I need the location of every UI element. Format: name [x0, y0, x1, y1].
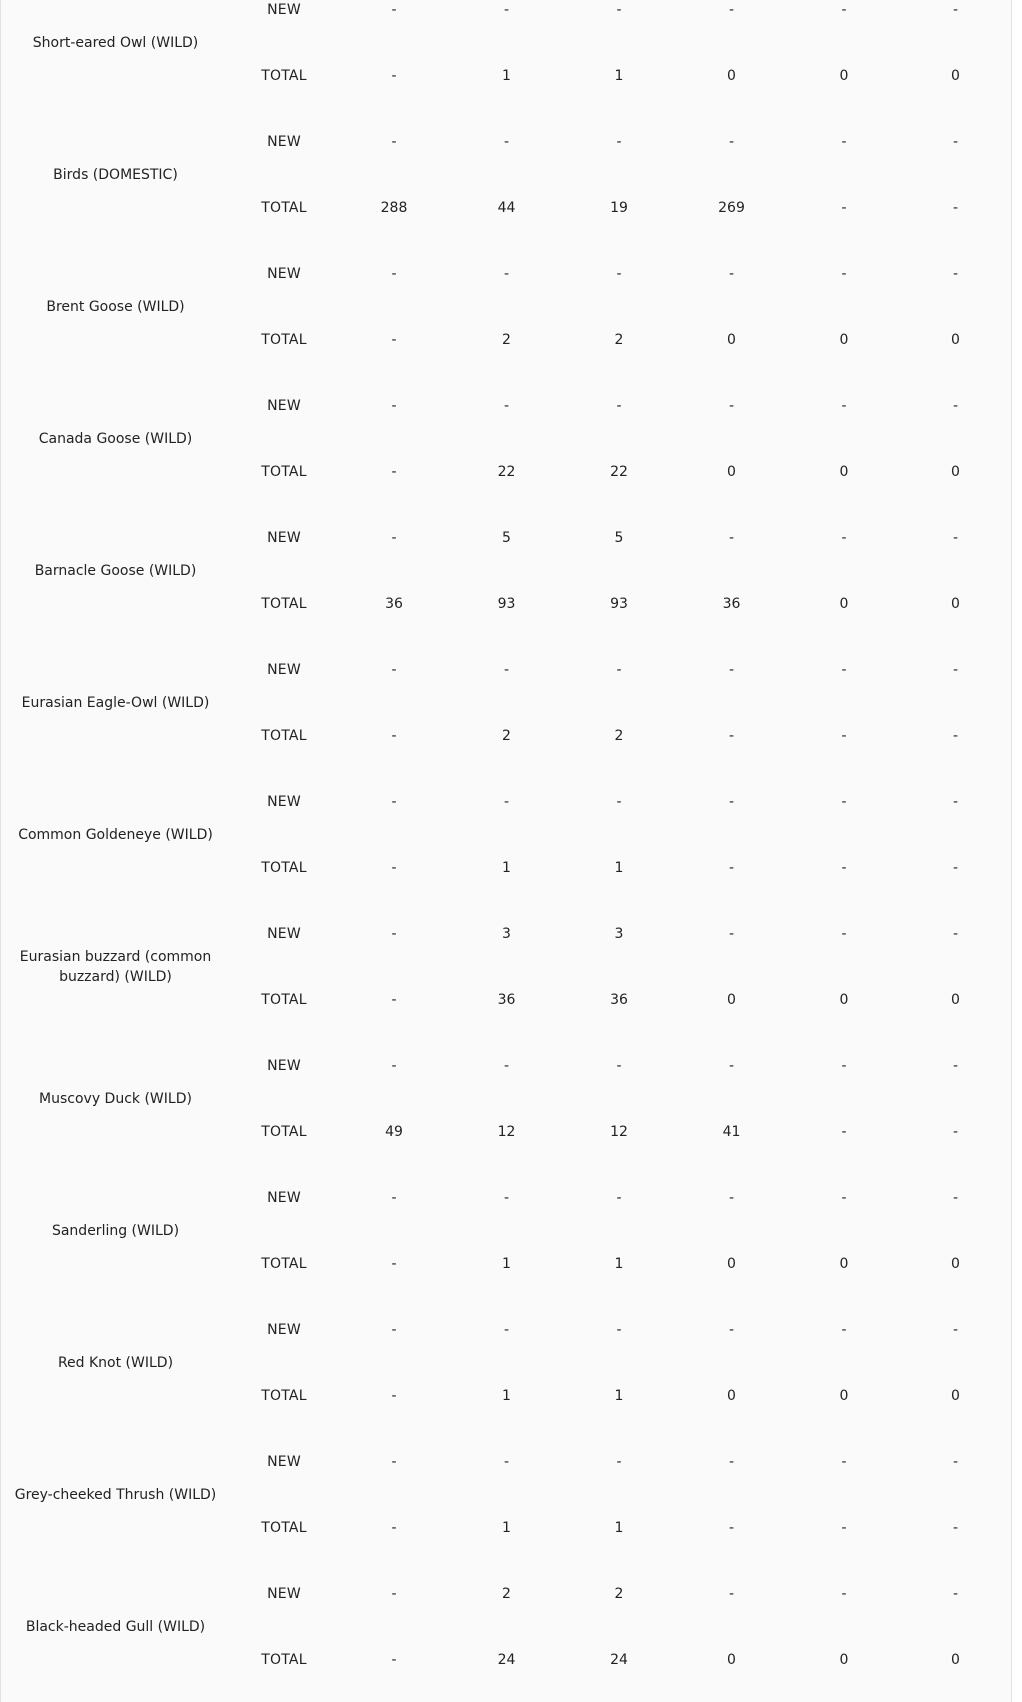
table-row-new — [1, 1165, 1011, 1231]
value-cell: 0 — [951, 1256, 960, 1272]
value-cell: - — [728, 1190, 735, 1206]
value-cell: 1 — [502, 1520, 511, 1536]
value-cell: - — [391, 134, 397, 150]
value-cell: - — [728, 1454, 735, 1470]
value-cell: - — [391, 1388, 397, 1404]
value-cell: - — [391, 464, 397, 480]
species-name: Black-headed Gull (WILD) — [25, 1619, 206, 1635]
row-label-total: TOTAL — [261, 728, 307, 744]
value-cell: - — [391, 794, 397, 810]
row-label-total: TOTAL — [261, 860, 307, 876]
value-cell: - — [391, 266, 397, 282]
value-cell: - — [391, 68, 397, 84]
value-cell: - — [841, 662, 847, 678]
value-cell: - — [616, 794, 622, 810]
value-cell: 2 — [614, 1586, 624, 1602]
value-cell: 0 — [951, 992, 960, 1008]
value-cell: - — [841, 1454, 847, 1470]
value-cell: 0 — [839, 68, 849, 84]
species-name: Eurasian buzzard (common buzzard) (WILD) — [19, 949, 212, 985]
value-cell: 1 — [502, 1388, 511, 1404]
table-row-new — [1, 901, 1011, 967]
value-cell: - — [391, 1256, 397, 1272]
value-cell: 12 — [610, 1124, 628, 1140]
value-cell: - — [728, 1586, 735, 1602]
value-cell: - — [841, 794, 847, 810]
value-cell: - — [952, 662, 959, 678]
row-label-total: TOTAL — [261, 1652, 307, 1668]
value-cell: 0 — [951, 332, 960, 348]
row-label-total: TOTAL — [261, 332, 307, 348]
value-cell: - — [841, 1058, 847, 1074]
value-cell: 0 — [727, 1388, 736, 1404]
value-cell: - — [952, 860, 959, 876]
value-cell: - — [391, 530, 397, 546]
value-cell: - — [503, 1190, 510, 1206]
value-cell: - — [503, 266, 510, 282]
value-cell: - — [841, 398, 847, 414]
value-cell: 2 — [502, 332, 511, 348]
value-cell: 0 — [727, 1652, 736, 1668]
value-cell: - — [952, 1322, 959, 1338]
value-cell: - — [728, 266, 735, 282]
value-cell: 1 — [614, 1388, 624, 1404]
value-cell: 36 — [385, 596, 403, 612]
value-cell: - — [391, 662, 397, 678]
value-cell: 36 — [722, 596, 741, 612]
table-body — [1, 0, 1011, 1693]
value-cell: - — [728, 2, 735, 18]
value-cell: - — [952, 794, 959, 810]
species-name: Muscovy Duck (WILD) — [39, 1091, 192, 1107]
species-name: Short-eared Owl (WILD) — [32, 35, 199, 51]
table-row-new — [1, 0, 1011, 43]
value-cell: 0 — [727, 68, 736, 84]
value-cell: - — [841, 1520, 847, 1536]
value-cell: 1 — [614, 68, 624, 84]
value-cell: 0 — [727, 992, 736, 1008]
value-cell: 41 — [722, 1124, 741, 1140]
value-cell: 0 — [951, 596, 960, 612]
row-label-total: TOTAL — [261, 1388, 307, 1404]
value-cell: 93 — [497, 596, 516, 612]
value-cell: - — [616, 266, 622, 282]
row-label-new: NEW — [267, 926, 301, 942]
value-cell: 1 — [614, 1520, 624, 1536]
value-cell: - — [952, 926, 959, 942]
value-cell: - — [391, 1652, 397, 1668]
value-cell: - — [841, 134, 847, 150]
value-cell: - — [391, 728, 397, 744]
value-cell: - — [952, 200, 959, 216]
value-cell: - — [503, 134, 510, 150]
value-cell: 49 — [385, 1124, 403, 1140]
table-row-new — [1, 241, 1011, 307]
value-cell: 36 — [497, 992, 516, 1008]
value-cell: - — [616, 1322, 622, 1338]
value-cell: - — [391, 1454, 397, 1470]
value-cell: 5 — [502, 530, 511, 546]
value-cell: - — [728, 926, 735, 942]
value-cell: 0 — [839, 1388, 849, 1404]
table-row-new — [1, 1033, 1011, 1099]
value-cell: - — [728, 1058, 735, 1074]
row-label-total: TOTAL — [261, 200, 307, 216]
value-cell: - — [503, 1454, 510, 1470]
species-name-cell — [1, 1561, 230, 1693]
value-cell: - — [616, 662, 622, 678]
species-name-cell — [1, 769, 230, 901]
value-cell: - — [952, 1058, 959, 1074]
row-label-new: NEW — [267, 1190, 301, 1206]
species-outbreak-table — [1, 0, 1011, 1693]
value-cell: - — [616, 398, 622, 414]
value-cell: - — [952, 2, 959, 18]
value-cell: - — [841, 530, 847, 546]
row-label-new: NEW — [267, 530, 301, 546]
value-cell: 3 — [614, 926, 624, 942]
value-cell: 0 — [839, 992, 849, 1008]
value-cell: - — [503, 398, 510, 414]
value-cell: - — [616, 134, 622, 150]
value-cell: - — [503, 2, 510, 18]
value-cell: - — [952, 1190, 959, 1206]
value-cell: 1 — [614, 860, 624, 876]
value-cell: - — [728, 860, 735, 876]
row-label-new: NEW — [267, 398, 301, 414]
value-cell: 0 — [727, 1256, 736, 1272]
value-cell: 0 — [951, 1652, 960, 1668]
species-name: Grey-cheeked Thrush (WILD) — [14, 1487, 217, 1503]
value-cell: 0 — [839, 464, 849, 480]
value-cell: - — [391, 1322, 397, 1338]
row-label-new: NEW — [267, 1322, 301, 1338]
table-row-new — [1, 109, 1011, 175]
value-cell: - — [841, 200, 847, 216]
value-cell: - — [503, 1058, 510, 1074]
row-label-new: NEW — [267, 1454, 301, 1470]
value-cell: 19 — [610, 200, 628, 216]
row-label-new: NEW — [267, 1586, 301, 1602]
value-cell: - — [952, 1454, 959, 1470]
value-cell: - — [391, 2, 397, 18]
species-name-cell — [1, 241, 230, 373]
value-cell: - — [841, 266, 847, 282]
value-cell: 1 — [502, 68, 511, 84]
species-name: Brent Goose (WILD) — [46, 299, 185, 315]
value-cell: - — [728, 794, 735, 810]
value-cell: 269 — [718, 200, 745, 216]
value-cell: - — [391, 1520, 397, 1536]
value-cell: - — [952, 266, 959, 282]
row-label-total: TOTAL — [261, 992, 307, 1008]
species-name: Common Goldeneye (WILD) — [18, 827, 213, 843]
value-cell: - — [841, 1190, 847, 1206]
table-row-new — [1, 769, 1011, 835]
species-name: Barnacle Goose (WILD) — [34, 563, 197, 579]
value-cell: - — [952, 1586, 959, 1602]
table-row-new — [1, 505, 1011, 571]
value-cell: 2 — [502, 1586, 511, 1602]
value-cell: - — [841, 728, 847, 744]
value-cell: - — [391, 332, 397, 348]
table-row-new — [1, 1429, 1011, 1495]
value-cell: 36 — [610, 992, 628, 1008]
species-name-cell — [1, 109, 230, 241]
value-cell: 44 — [497, 200, 516, 216]
species-name-cell — [1, 1165, 230, 1297]
value-cell: - — [616, 1454, 622, 1470]
value-cell: 0 — [727, 332, 736, 348]
table-row-new — [1, 637, 1011, 703]
species-name-cell — [1, 1297, 230, 1429]
value-cell: 0 — [951, 464, 960, 480]
value-cell: 2 — [502, 728, 511, 744]
value-cell: - — [841, 1322, 847, 1338]
value-cell: - — [841, 1124, 847, 1140]
species-name-cell — [1, 505, 230, 637]
value-cell: 1 — [502, 1256, 511, 1272]
species-name: Sanderling (WILD) — [51, 1223, 180, 1239]
value-cell: - — [952, 530, 959, 546]
value-cell: - — [952, 398, 959, 414]
species-name-cell — [1, 1033, 230, 1165]
table-row-new — [1, 1561, 1011, 1627]
value-cell: 5 — [614, 530, 624, 546]
value-cell: - — [841, 2, 847, 18]
value-cell: - — [728, 1322, 735, 1338]
row-label-total: TOTAL — [261, 464, 307, 480]
row-label-new: NEW — [267, 134, 301, 150]
value-cell: 24 — [497, 1652, 516, 1668]
value-cell: - — [503, 1322, 510, 1338]
value-cell: 1 — [502, 860, 511, 876]
value-cell: 0 — [951, 68, 960, 84]
value-cell: - — [616, 2, 622, 18]
value-cell: - — [841, 1586, 847, 1602]
value-cell: - — [728, 530, 735, 546]
species-name-cell — [1, 1429, 230, 1561]
value-cell: 0 — [727, 464, 736, 480]
value-cell: - — [952, 134, 959, 150]
value-cell: - — [728, 398, 735, 414]
value-cell: - — [391, 1586, 397, 1602]
value-cell: - — [728, 134, 735, 150]
value-cell: 0 — [839, 332, 849, 348]
species-name-cell — [1, 901, 230, 1033]
row-label-total: TOTAL — [261, 1124, 307, 1140]
table-row-new — [1, 1297, 1011, 1363]
value-cell: 0 — [951, 1388, 960, 1404]
value-cell: - — [391, 860, 397, 876]
value-cell: - — [841, 860, 847, 876]
value-cell: - — [616, 1190, 622, 1206]
value-cell: - — [503, 662, 510, 678]
value-cell: 12 — [497, 1124, 516, 1140]
row-label-total: TOTAL — [261, 1256, 307, 1272]
species-name-cell — [1, 0, 230, 109]
value-cell: 93 — [610, 596, 628, 612]
value-cell: - — [391, 398, 397, 414]
species-name: Eurasian Eagle-Owl (WILD) — [21, 695, 210, 711]
value-cell: - — [728, 728, 735, 744]
value-cell: 3 — [502, 926, 511, 942]
species-name: Red Knot (WILD) — [57, 1355, 174, 1371]
row-label-total: TOTAL — [261, 596, 307, 612]
value-cell: 0 — [839, 1652, 849, 1668]
value-cell: 22 — [610, 464, 628, 480]
species-name: Birds (DOMESTIC) — [53, 167, 178, 183]
row-label-total: TOTAL — [261, 68, 307, 84]
value-cell: - — [391, 1058, 397, 1074]
value-cell: - — [616, 1058, 622, 1074]
value-cell: 22 — [497, 464, 516, 480]
row-label-new: NEW — [267, 2, 301, 18]
value-cell: 2 — [614, 332, 624, 348]
value-cell: - — [952, 1520, 959, 1536]
row-label-new: NEW — [267, 662, 301, 678]
value-cell: 24 — [610, 1652, 628, 1668]
row-label-total: TOTAL — [261, 1520, 307, 1536]
value-cell: 288 — [380, 200, 408, 216]
value-cell: - — [841, 926, 847, 942]
species-name-cell — [1, 373, 230, 505]
value-cell: - — [728, 1520, 735, 1536]
row-label-new: NEW — [267, 266, 301, 282]
row-label-new: NEW — [267, 794, 301, 810]
species-name: Canada Goose (WILD) — [38, 431, 193, 447]
value-cell: - — [391, 992, 397, 1008]
value-cell: - — [952, 728, 959, 744]
species-name-cell — [1, 637, 230, 769]
value-cell: 0 — [839, 1256, 849, 1272]
value-cell: - — [728, 662, 735, 678]
value-cell: 0 — [839, 596, 849, 612]
value-cell: - — [391, 926, 397, 942]
table-row-new — [1, 373, 1011, 439]
row-label-new: NEW — [267, 1058, 301, 1074]
value-cell: 2 — [614, 728, 624, 744]
value-cell: - — [952, 1124, 959, 1140]
value-cell: - — [391, 1190, 397, 1206]
value-cell: 1 — [614, 1256, 624, 1272]
value-cell: - — [503, 794, 510, 810]
